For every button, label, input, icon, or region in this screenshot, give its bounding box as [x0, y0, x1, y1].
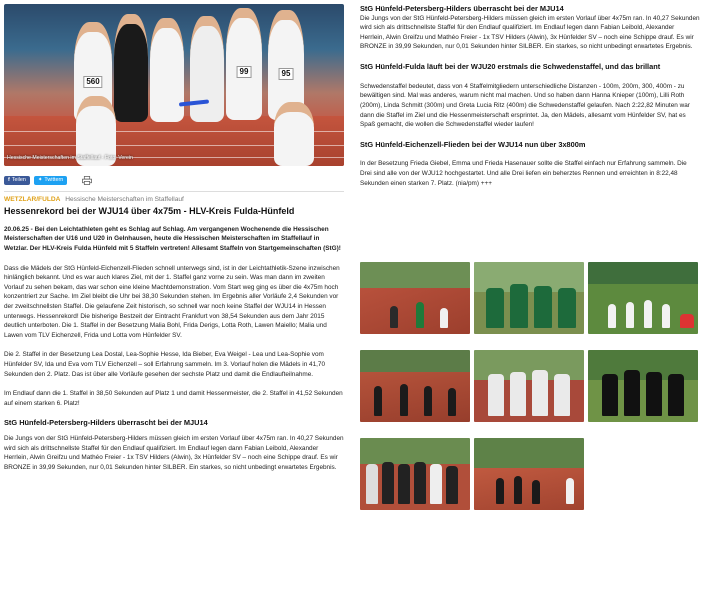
athlete-figure: [226, 8, 262, 120]
bib-number: 99: [237, 66, 252, 78]
article-paragraph: Die Jungs von der StG Hünfeld-Petersberg-Hilders müssen gleich im ersten Vorlauf über 4x75m ran. In 40,27 Sekunden wird sich als drittschnellste Staffel für den Endlauf qualifiziert. Im Endlauf legen dann Fabian Leibold, Alexander Herrlein, Alwin Greifzu und Mathéo Freier - 1x TSV Hilders (Alwin), 3x Hünfelder SV – noch eine Schippe drauf. Es wir BRONZE in 39,99 Sekunden, nur 0,01 Sekunden hinter SILBER. Ein starkes, so nicht unbedingt erwartetes Ergebnis.: [360, 14, 700, 51]
article-kicker: [4, 195, 344, 205]
article-paragraph: Im Endlauf dann die 1. Staffel in 38,50 Sekunden auf Platz 1 und damit Hessenmeister, die 2. Staffel in 41,52 Sekunden auf einem starken 6. Platz!: [4, 390, 343, 407]
section-heading: StG Hünfeld-Petersberg-Hilders überrascht bei der MJU14: [4, 418, 208, 428]
article-lead: [4, 225, 344, 254]
print-icon[interactable]: [81, 176, 93, 185]
twitter-share-button[interactable]: [34, 176, 67, 185]
section-heading: StG Hünfeld-Eichenzell-Flieden bei der WJU14 nun über 3x800m: [360, 139, 586, 149]
athlete-figure: [190, 16, 224, 122]
hero-photo[interactable]: [4, 4, 344, 166]
gallery-thumbnail[interactable]: [360, 438, 470, 510]
share-bar: [4, 174, 344, 186]
section-heading: StG Hünfeld-Petersberg-Hilders überrascht bei der MJU14: [360, 4, 564, 13]
athlete-figure: [274, 102, 314, 166]
gallery-thumbnail[interactable]: [360, 350, 470, 422]
article-paragraph: Schwedenstaffel bedeutet, dass von 4 Staffelmitgliedern unterschiedliche Distanzen - 100m, 200m, 300, 400m - zu bewältigen sind. Mal was anderes, warum nicht mal machen. Und so haben dann Hanna Knieper (100m), Lilli Roth (200m), Linda Schmitt (300m) und Greta Lucia Ritz (400m) die Schwedenstaffel gelaufen. Nach 2:22,82 Minuten war dann die Staffel im Ziel und die Hessenmeisterschaft ersprintet. Ja, den Mädels, allesamt vom Hünfelder SV, hat es Spaß gemacht, die wollen die Schwedenstaffel wieder laufen!: [360, 82, 690, 129]
twitter-share-label: Twittern: [44, 176, 64, 183]
gallery-thumbnail[interactable]: [474, 350, 584, 422]
facebook-share-button[interactable]: [4, 176, 30, 185]
section-heading: StG Hünfeld-Fulda läuft bei der WJU20 erstmals die Schwedenstaffel, und das brillant: [360, 62, 661, 72]
twitter-icon: ✦: [37, 176, 43, 183]
lead-text: - Bei den Leichtathleten geht es Schlag auf Schlag. Am vergangenen Wochenende die Hessischen Meisterschaften der U16 und U20 in Gelnhausen, heute die Hessischen Meisterschaften im Staffellauf in Wetzlar. Der HLV-Kreis Fulda Hünfeld mit 5 Staffeln vertreten! Allesamt Staffeln von Startgemeinschaften (StG)!: [4, 225, 341, 252]
article-paragraph: Die 2. Staffel in der Besetzung Lea Dostal, Lea-Sophie Hesse, Ida Bieber, Eva Weigel - Lea und Lea-Sophie vom Hünfelder SV, Ida und Eva vom TLV Eichenzell – soll Erfahrung sammeln. Im 3. Vorlauf holen die Mädels in 41,70 Sekunden den 2. Platz. Das ist über alle Vorläufe gesehen der sechste Platz und damit die Endlaufteilnahme.: [4, 351, 326, 378]
article-title: Hessenrekord bei der WJU14 über 4x75m - HLV-Kreis Fulda-Hünfeld: [4, 205, 295, 216]
region-label[interactable]: WETZLAR/FULDA: [4, 196, 61, 203]
lead-date: 20.06.25: [4, 225, 29, 233]
facebook-share-label: Teilen: [11, 176, 26, 183]
athlete-figure: [150, 18, 184, 122]
bib-number: 560: [83, 76, 102, 88]
photo-caption: Hessische Meisterschaften im Staffellauf - Foto: Verein: [7, 155, 133, 162]
article-paragraph: Dass die Mädels der StG Hünfeld-Eichenzell-Flieden schnell unterwegs sind, ist in der Leichtathletik-Szene inzwischen hinlänglich bekannt. Und es war auch klares Ziel, mit der 1. Staffel ganz vorne zu sein. Was man dann im zweiten Vorlauf zu sehen bekam, das war schon eine kleine Machtdemonstration. Vom Start weg ging es über die 4x75m hoch konzentriert zur Sache. Im Ziel bleibt die Uhr bei 38,30 Sekunden stehen. Im Ergebnis aller Vorläufe 2,4 Sekunden vor der zweitschnellsten Staffel. Die gelaufene Zeit historisch, so schnell war noch keine Staffel der WJU14 in Hessen unterwegs. Hessenrekord! Die bisherige Bestzeit der Eintracht Frankfurt von 38,54 Sekunden aus dem Jahr 2015 deutlich unterboten. Die 1. Staffel in der Besetzung Malia Bohl, Frida Derigs, Lotta Roth, Lawen Maiello; Malia und Lawen vom TLV Eichenzell, Frida und Lotta vom Hünfelder SV.: [4, 264, 340, 339]
article-paragraph: Die Jungs von der StG Hünfeld-Petersberg-Hilders müssen gleich im ersten Vorlauf über 4x75m ran. In 40,27 Sekunden wird sich als drittschnellste Staffel für den Endlauf qualifiziert. Im Endlauf legen dann Fabian Leibold, Alexander Herrlein, Alwin Greifzu und Mathéo Freier - 1x TSV Hilders (Alwin), 3x Hünfelder SV – noch eine Schippe drauf. Es wir BRONZE in 39,99 Sekunden, nur 0,01 Sekunden hinter SILBER. Ein starkes, so nicht unbedingt erwartetes Ergebnis.: [4, 435, 344, 471]
topic-label: Hessische Meisterschaften im Staffellauf: [65, 196, 184, 203]
gallery-thumbnail[interactable]: [588, 262, 698, 334]
divider: [4, 191, 344, 192]
gallery-thumbnail[interactable]: [474, 262, 584, 334]
gallery-thumbnail[interactable]: [360, 262, 470, 334]
article-continuation: [360, 4, 700, 188]
bib-number: 95: [279, 68, 294, 80]
article-paragraph: In der Besetzung Frieda Giebel, Emma und Frieda Hasenauer sollte die Staffel einfach nur Erfahrung sammeln. Die Drei sind alle von der WJU12 hochgestartet. Und alle Drei liefen ein beherztes Rennen und erreichten in 8:22,48 Sekunden einen starken 7. Platz. (nia/pm) +++: [360, 160, 687, 187]
athlete-figure: [114, 14, 148, 122]
facebook-icon: f: [8, 176, 10, 183]
article-column: [4, 4, 344, 473]
gallery-thumbnail[interactable]: [588, 350, 698, 422]
gallery-thumbnail[interactable]: [474, 438, 584, 510]
